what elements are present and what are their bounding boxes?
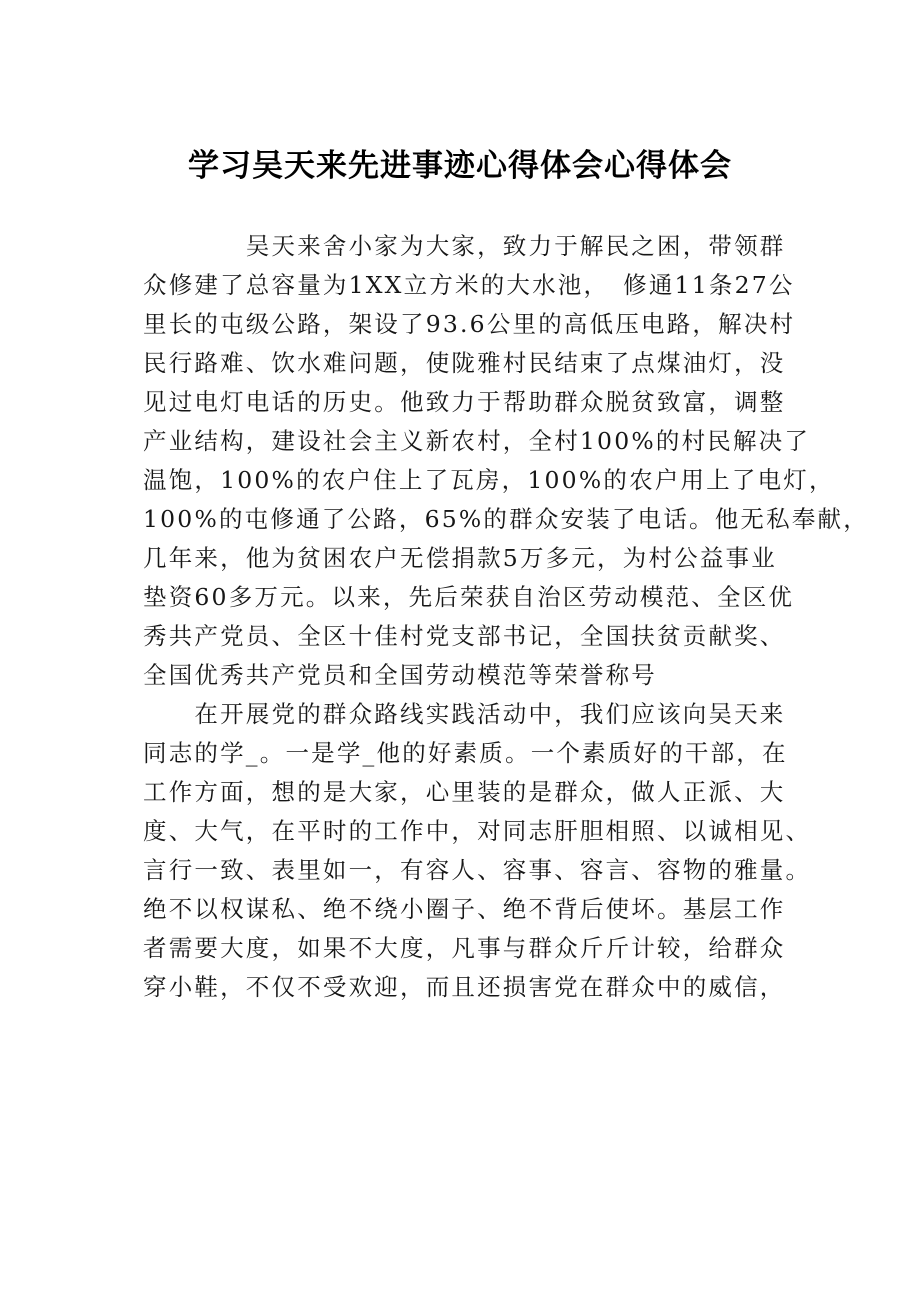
paragraph-line: 见过电灯电话的历史。他致力于帮助群众脱贫致富，调整 xyxy=(143,388,786,416)
paragraph-line: 言行一致、表里如一，有容人、容事、容言、容物的雅量。 xyxy=(143,856,812,884)
paragraph-line: 全国优秀共产党员和全国劳动模范等荣誉称号 xyxy=(143,661,657,689)
paragraph-line: 几年来，他为贫困农户无偿捐款5万多元，为村公益事业 xyxy=(143,544,777,572)
paragraph-line: 众修建了总容量为1XX立方米的大水池， 修通11条27公 xyxy=(143,271,795,299)
paragraph-line: 工作方面，想的是大家，心里装的是群众，做人正派、大 xyxy=(143,778,786,806)
paragraph-line: 垫资60多万元。以来，先后荣获自治区劳动模范、全区优 xyxy=(143,583,795,611)
paragraph-line: 在开展党的群众路线实践活动中，我们应该向吴天来 xyxy=(143,700,786,728)
paragraph-line: 绝不以权谋私、绝不绕小圈子、绝不背后使坏。基层工作 xyxy=(143,895,786,923)
paragraph-line: 温饱，100%的农户住上了瓦房，100%的农户用上了电灯， xyxy=(143,466,835,494)
paragraph-line: 100%的屯修通了公路，65%的群众安装了电话。他无私奉献， xyxy=(143,505,869,533)
paragraph-line: 秀共产党员、全区十佳村党支部书记，全国扶贫贡献奖、 xyxy=(143,622,786,650)
paragraph-line: 同志的学_。一是学_他的好素质。一个素质好的干部，在 xyxy=(143,739,788,767)
paragraph-line: 穿小鞋，不仅不受欢迎，而且还损害党在群众中的威信， xyxy=(143,973,786,1001)
paragraph-line: 者需要大度，如果不大度，凡事与群众斤斤计较，给群众 xyxy=(143,934,786,962)
paragraph-line: 吴天来舍小家为大家，致力于解民之困，带领群 xyxy=(143,232,786,260)
paragraph-line: 里长的屯级公路，架设了93.6公里的高低压电路，解决村 xyxy=(143,310,796,338)
paragraph-line: 民行路难、饮水难问题，使陇雅村民结束了点煤油灯，没 xyxy=(143,349,786,377)
paragraph-line: 产业结构，建设社会主义新农村，全村100%的村民解决了 xyxy=(143,427,811,455)
document-title: 学习吴天来先进事迹心得体会心得体会 xyxy=(188,148,732,184)
paragraph-line: 度、大气，在平时的工作中，对同志肝胆相照、以诚相见、 xyxy=(143,817,812,845)
